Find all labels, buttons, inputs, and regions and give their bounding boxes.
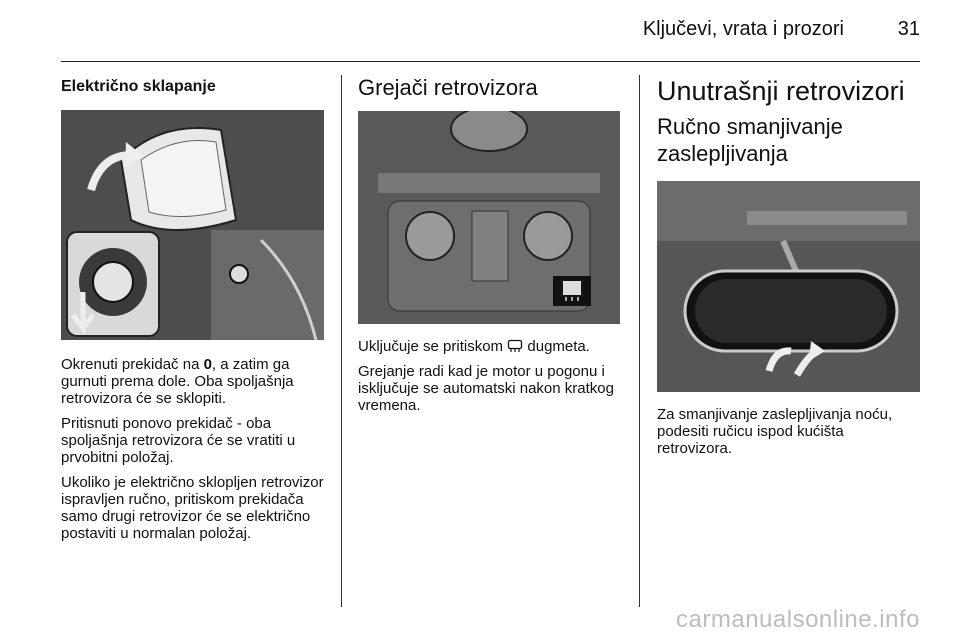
column-interior-mirrors bbox=[657, 75, 920, 465]
col3-paragraph-1: Za smanjivanje zaslepljivanja noću, podesiti ručicu ispod kućišta retrovizora. bbox=[657, 406, 893, 457]
climate-panel-illustration bbox=[358, 111, 620, 324]
col2-paragraph-2: Grejanje radi kad je motor u pogonu i isključuje se automatski nakon kratkog vremena. bbox=[358, 363, 614, 414]
col2-paragraph-1: Uključuje se pritiskom dugmeta. bbox=[358, 338, 590, 355]
section-heading-electric-folding: Električno sklapanje bbox=[61, 78, 216, 95]
subheading-manual-dimming: Ručno smanjivanje zaslepljivanja bbox=[657, 114, 843, 166]
column-mirror-heaters bbox=[358, 75, 624, 422]
heated-mirror-icon bbox=[507, 339, 523, 353]
page-header-title: Ključevi, vrata i prozori bbox=[642, 18, 844, 40]
column-divider-1 bbox=[341, 75, 342, 607]
section-heading-mirror-heaters: Grejači retrovizora bbox=[358, 75, 538, 100]
mirror-folding-illustration bbox=[61, 110, 324, 340]
header-rule bbox=[61, 61, 920, 62]
page-number: 31 bbox=[897, 18, 920, 40]
col1-paragraph-1: Okrenuti prekidač na 0, a zatim ga gurnuti prema dole. Oba spoljašnja retrovizora će se sklopiti. bbox=[61, 356, 294, 407]
section-heading-interior-mirrors: Unutrašnji retrovizori bbox=[657, 76, 905, 106]
column-divider-2 bbox=[639, 75, 640, 607]
col1-paragraph-2: Pritisnuti ponovo prekidač - oba spoljašnja retrovizora će se vratiti u prvobitni položaj. bbox=[61, 415, 296, 466]
column-electric-folding bbox=[61, 75, 325, 550]
interior-mirror-illustration bbox=[657, 181, 920, 392]
heated-mirror-button-icon bbox=[563, 281, 581, 301]
watermark: carmanualsonline.info bbox=[676, 606, 920, 633]
col1-paragraph-3: Ukoliko je električno sklopljen retrovizor ispravljen ručno, pritiskom prekidača samo drugi retrovizor će se električno postaviti u normalan položaj. bbox=[61, 474, 324, 542]
mirror-switch-icon bbox=[67, 232, 159, 336]
